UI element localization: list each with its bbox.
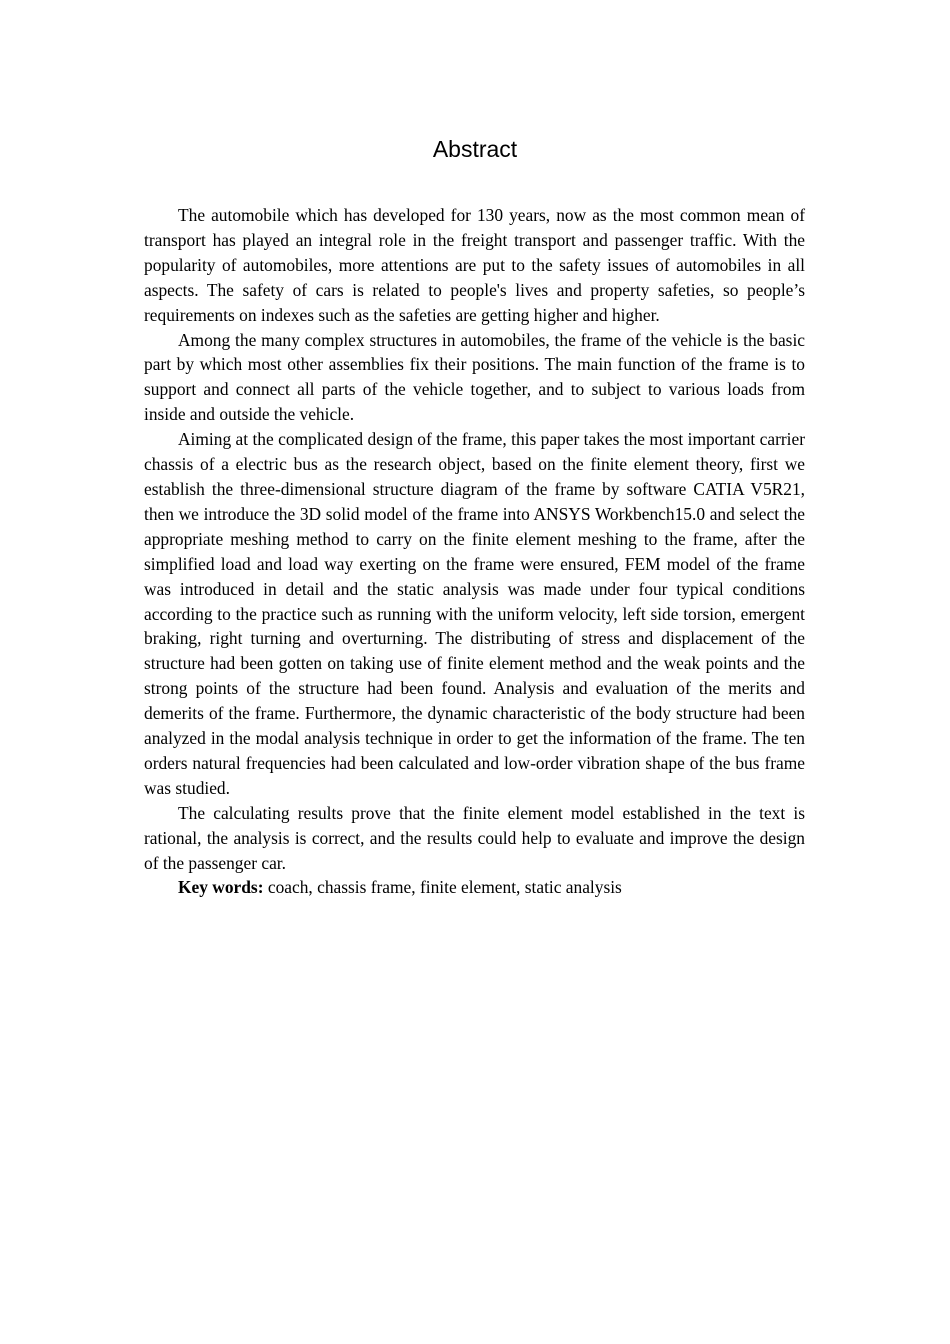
abstract-paragraph-4: The calculating results prove that the finite element model established in the text is rational, the analysis is correct, and the results could help to evaluate and improve the design of the passenger car. bbox=[144, 802, 805, 873]
keywords-label: Key words: bbox=[178, 877, 264, 898]
abstract-body bbox=[144, 203, 805, 900]
abstract-paragraph-2: Among the many complex structures in automobiles, the frame of the vehicle is the basic part by which most other assemblies fix their positions. The main function of the frame is to support and connect all parts of the vehicle together, and to subject to various loads from inside and outside the vehicle. bbox=[144, 329, 805, 425]
abstract-paragraph-3: Aiming at the complicated design of the frame, this paper takes the most important carrier chassis of a electric bus as the research object, based on the finite element theory, first we establish the three-dimensional structure diagram of the frame by software CATIA V5R21, then we introduce the 3D solid model of the frame into ANSYS Workbench15.0 and select the appropriate meshing method to carry on the finite element meshing to the frame, after the simplified load and load way exerting on the frame were ensured, FEM model of the frame was introduced in detail and the static analysis was made under four typical conditions according to the practice such as running with the uniform velocity, left side torsion, emergent braking, right turning and overturning. The distributing of stress and displacement of the structure had been gotten on taking use of finite element method and the weak points and the strong points of the structure had been found. Analysis and evaluation of the merits and demerits of the frame. Furthermore, the dynamic characteristic of the body structure had been analyzed in the modal analysis technique in order to get the information of the frame. The ten orders natural frequencies had been calculated and low-order vibration shape of the bus frame was studied. bbox=[144, 429, 805, 798]
keywords-text: coach, chassis frame, finite element, static analysis bbox=[267, 877, 622, 898]
abstract-title: Abstract bbox=[432, 136, 518, 162]
keywords-line bbox=[144, 875, 805, 900]
abstract-paragraph-1: The automobile which has developed for 130 years, now as the most common mean of transport has played an integral role in the freight transport and passenger traffic. With the popularity of automobiles, more attentions are put to the safety issues of automobiles in all aspects. The safety of cars is related to people's lives and property safeties, so people’s requirements on indexes such as the safeties are getting higher and higher. bbox=[144, 205, 805, 325]
